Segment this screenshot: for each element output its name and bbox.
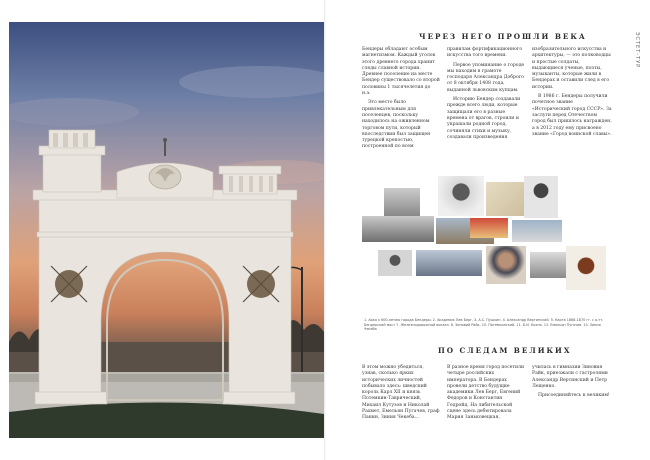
magazine-sidebar-label: ЭСТЕТ-ТУР [634, 32, 640, 69]
collage-bridge-photo [416, 250, 482, 276]
paragraph: Историю Бендер создавали прежде всего люди, которые защищали его в разные времена от врагов, строили и украшали родной город, сочиняли стихи и музыку, создавали произведения [447, 97, 521, 140]
paragraph: Это место было привлекательным для поселенцев, поскольку находилось на оживленном торговом пути, который впоследствии был защищен турецкой крепостью, построенной по всем [362, 100, 431, 150]
section-title-history: ЧЕРЕЗ НЕГО ПРОШЛИ ВЕКА [419, 32, 587, 41]
paragraph: училась в гимназии Зиновия Райк, приезжали с гастролями Александр Вертинский и Петр Лещенко. [532, 365, 608, 389]
page-spine [324, 0, 326, 460]
eagle-emblem-icon [149, 165, 181, 189]
paragraph: В этом можно убедиться, узнав, сколько ярких исторических личностей побывало здесь: шведский король Карл XII и князь Потемкин-Таврический, Михаил Кутузов и Николай Рахмет, Емельян Пугачев, граф Панин, Зиния Чекеба... [362, 365, 440, 421]
collage-building-photo [512, 220, 562, 242]
paragraph: Бендеры обладают особым магнетизмом. Каждый уголок этого древнего города хранит следы славной истории. Древнее поселение на месте Бендер существовало со второй половины 1 тысячелетия до н.э. [362, 47, 440, 97]
collage-portrait-woman [378, 250, 412, 276]
collage-caption: 1. Арка к 600-летию города Бендеры. 2. Академик Лев Берг. 3. А.С. Пушкин. 4. Александр Вертинский. 5. Карта 1868-1870 гг. с о-тт. Бендерский мост 7. Железнодорожный вокзал. 8. Зиновий Райк. 10. Потемкинский. 11. Б.И. Кохно. 12. Емельян Пугачев. 13. Зиния Чекеба [364, 318, 604, 332]
section-title-great-people: ПО СЛЕДАМ ВЕЛИКИХ [438, 346, 572, 355]
paragraph: Первое упоминание о городе мы находим в грамоте господаря Александра Доброго от 8 октября 1408 года, выданной львовским купцам. [447, 62, 525, 93]
text-column-1 [362, 47, 440, 154]
paragraph: Присоединяйтесь к великим! [538, 393, 610, 399]
collage-portrait-pushkin [438, 176, 484, 216]
arch-photo [9, 22, 324, 438]
text-column-3 [532, 47, 612, 141]
collage-station-photo [362, 216, 434, 242]
text-column-5 [447, 365, 525, 425]
historical-photo-collage [362, 176, 614, 308]
arch-illustration [9, 22, 324, 438]
text-column-6 [532, 365, 612, 402]
collage-portrait-vertinsky [524, 176, 558, 218]
paragraph: правилам фортификационного искусства того времени. [447, 47, 523, 59]
paragraph: изобразительного искусства и архитектуры, — это полководцы и простые солдаты, выдающиеся ученые, поэты, музыканты, которые жили в Бендерах и оставили след в его истории. [532, 47, 611, 90]
text-column-2 [447, 47, 525, 144]
paragraph: В разное время город посетили четыре российских императора. В Бендерах провели детство будущие академики Лев Берг, Евгений Федоров и Константин Гедройц. На либительской сцене здесь дебютировала Мария Заньковецкая, [447, 365, 525, 421]
collage-pugachev-horse [566, 246, 606, 290]
paragraph: В 1986 г. Бендеры получили почетное звание «Исторический город СССР». За заслуги перед Отечеством город был пришлось награжден, а в 2012 году ему присвоено звание «Город воинской славы». [532, 94, 612, 137]
collage-church-photo [470, 218, 508, 238]
collage-portrait-potemkin [486, 246, 526, 284]
text-column-4 [362, 365, 440, 425]
collage-portrait-berg [384, 188, 420, 216]
